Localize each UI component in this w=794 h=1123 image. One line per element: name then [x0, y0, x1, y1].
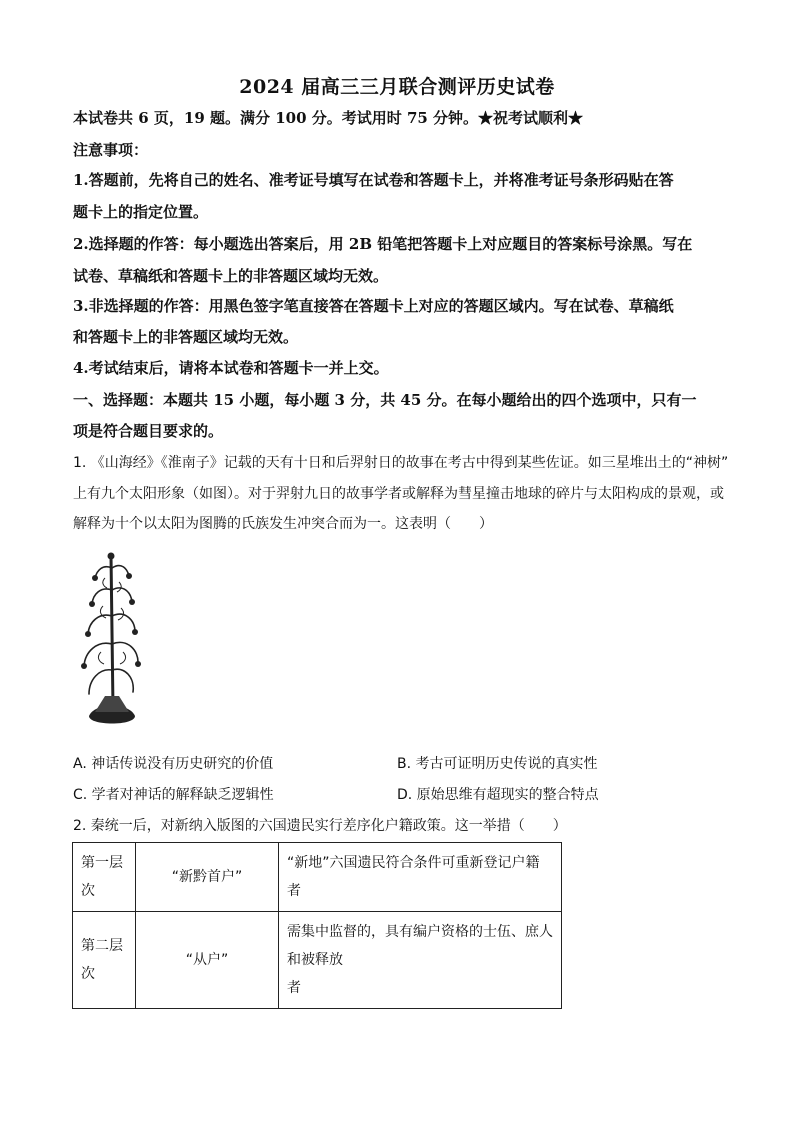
notice-4: 4.考试结束后，请将本试卷和答题卡一并上交。: [73, 359, 389, 377]
level-text: 第一层: [81, 855, 123, 871]
q1-stem-3: 解释为十个以太阳为图腾的氏族发生冲突合而为一。这表明（ ）: [73, 516, 493, 532]
notice-3a: 3.非选择题的作答：用黑色签字笔直接答在答题卡上对应的答题区域内。写在试卷、草稿纸: [73, 297, 674, 315]
table-cell-name: “从户”: [136, 912, 279, 1009]
notice-title: 注意事项：: [73, 141, 149, 159]
page-title: 2024 届高三三月联合测评历史试卷: [239, 76, 555, 98]
table-cell-desc: [279, 843, 562, 912]
q1-option-a: A. 神话传说没有历史研究的价值: [73, 756, 274, 772]
q2-stem: 2. 秦统一后，对新纳入版图的六国遗民实行差序化户籍政策。这一举措（ ）: [73, 818, 567, 834]
table-cell-level: [73, 912, 136, 1009]
notice-2a: 2.选择题的作答：每小题选出答案后，用 2B 铅笔把答题卡上对应题目的答案标号涂黑。写在: [73, 235, 693, 253]
table-cell-level: [73, 843, 136, 912]
q1-stem-1: 1. 《山海经》《淮南子》记载的天有十日和后羿射日的故事在考古中得到某些佐证。如三星堆出土的“神树”: [73, 455, 729, 471]
notice-1a: 1.答题前，先将自己的姓名、准考证号填写在试卷和答题卡上，并将准考证号条形码贴在答: [73, 171, 674, 189]
household-policy-table: [72, 842, 562, 1009]
desc-text: 需集中监督的，具有编户资格的士伍、庶人和被释放: [287, 924, 553, 968]
desc-text: 者: [287, 980, 301, 996]
notice-1b: 题卡上的指定位置。: [73, 203, 209, 221]
notice-3b: 和答题卡上的非答题区域均无效。: [73, 328, 299, 346]
level-text: 第二层: [81, 938, 123, 954]
q1-option-b: B. 考古可证明历史传说的真实性: [397, 756, 598, 772]
q1-stem-2: 上有九个太阳形象（如图）。对于羿射九日的故事学者或解释为彗星撞击地球的碎片与太阳构成的景观，或: [73, 486, 724, 502]
table-cell-desc: [279, 912, 562, 1009]
level-text: 次: [81, 883, 95, 899]
bronze-tree-figure: [75, 548, 145, 738]
notice-2b: 试卷、草稿纸和答题卡上的非答题区域均无效。: [73, 267, 389, 285]
section-heading-b: 项是符合题目要求的。: [73, 422, 224, 440]
q1-option-d: D. 原始思维有超现实的整合特点: [397, 787, 599, 803]
table-row: [73, 843, 562, 912]
desc-text: “新地”六国遗民符合条件可重新登记户籍者: [287, 855, 540, 899]
q1-option-c: C. 学者对神话的解释缺乏逻辑性: [73, 787, 274, 803]
section-heading-a: 一、选择题：本题共 15 小题，每小题 3 分，共 45 分。在每小题给出的四个选项中，只有一: [73, 391, 697, 409]
table-cell-name: “新黔首户”: [136, 843, 279, 912]
level-text: 次: [81, 966, 95, 982]
exam-info: 本试卷共 6 页，19 题。满分 100 分。考试用时 75 分钟。★祝考试顺利★: [73, 109, 584, 127]
table-row: [73, 912, 562, 1009]
